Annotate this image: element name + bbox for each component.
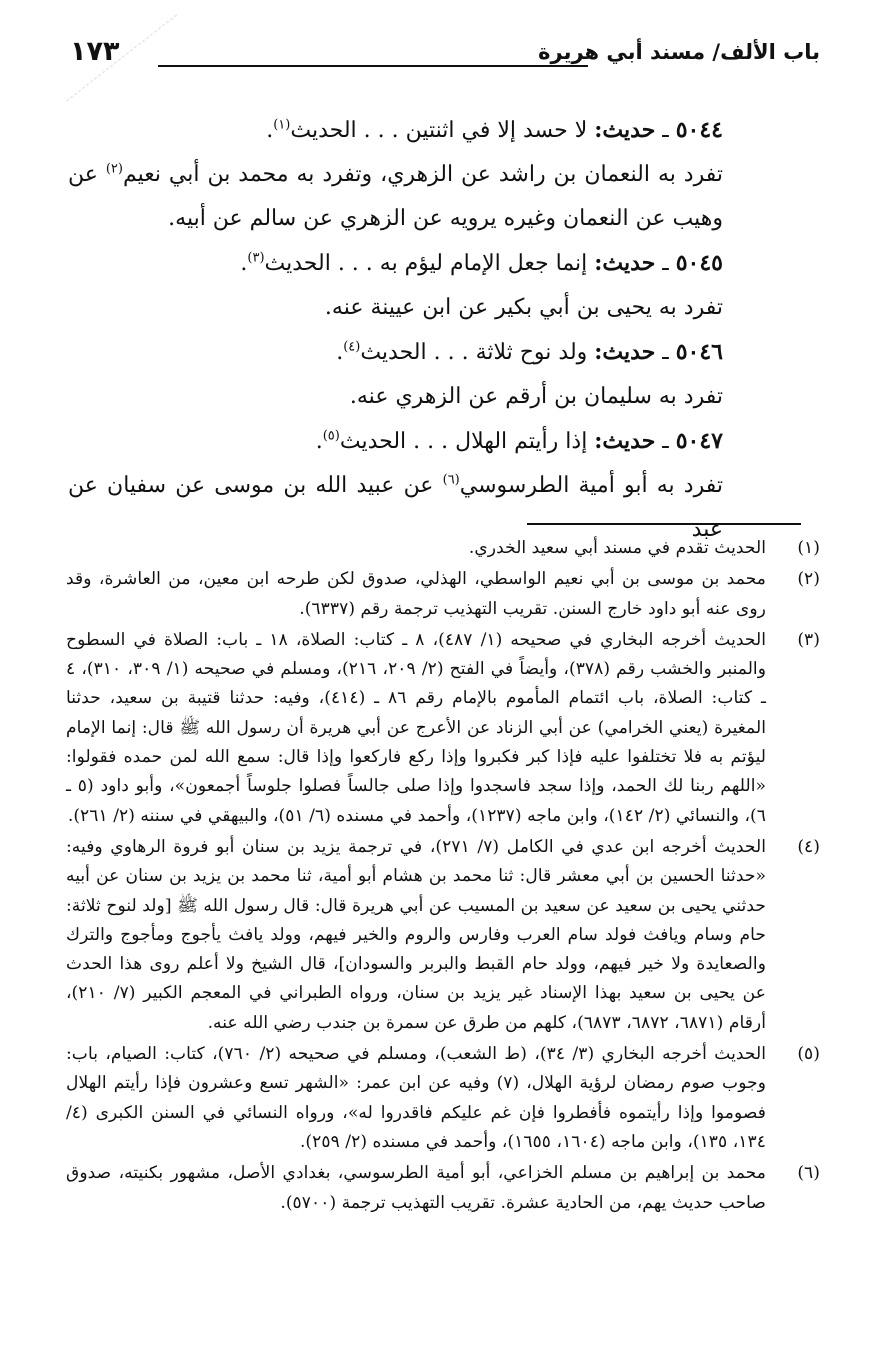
footnote-text: محمد بن إبراهيم بن مسلم الخزاعي، أبو أمية الطرسوسي، بغدادي الأصل، مشهور بكنيته، صدوق صاحب حديث يهم، من الحادية عشرة. تقريب التهذيب ترجمة (٥٧٠٠). <box>66 1163 766 1213</box>
footnote-2 <box>66 565 820 624</box>
footnote-label: (٣) <box>797 629 820 650</box>
footnote-ref: (٥) <box>322 428 340 444</box>
chapter-title: باب الألف/ مسند أبي هريرة <box>538 40 820 64</box>
period: . <box>336 340 344 365</box>
page-number: ١٧٣ <box>70 36 120 67</box>
footnote-6 <box>66 1159 820 1218</box>
period: . <box>240 251 248 276</box>
hadith-keyword: حديث: <box>594 339 656 365</box>
hadith-entry <box>68 108 818 153</box>
hadith-text: لا حسد إلا في اثنتين . . . الحديث <box>290 118 595 143</box>
note-text-rest: عن وهيب عن النعمان وغيره يرويه عن الزهري عن سالم عن أبيه. <box>68 162 723 231</box>
hadith-keyword: حديث: <box>594 117 656 143</box>
footnote-ref: (٦) <box>442 472 460 488</box>
running-header <box>70 38 820 72</box>
period: . <box>266 118 274 143</box>
header-rule <box>158 65 588 67</box>
hadith-entry <box>68 330 818 375</box>
footnote-label: (٦) <box>797 1163 820 1184</box>
footnote-text: الحديث تقدم في مسند أبي سعيد الخدري. <box>468 538 766 558</box>
footnote-ref: (٣) <box>247 250 265 266</box>
hadith-number: ٥٠٤٥ <box>675 250 723 276</box>
dash: ـ <box>655 340 676 365</box>
footnote-3 <box>66 626 820 831</box>
note-text: تفرد به النعمان بن راشد عن الزهري، وتفرد به محمد بن أبي نعيم <box>122 162 723 187</box>
hadith-entry <box>68 241 818 286</box>
dash: ـ <box>655 429 676 454</box>
footnote-5 <box>66 1040 820 1157</box>
footnote-label: (١) <box>797 538 820 558</box>
note-text: تفرد به سليمان بن أرقم عن الزهري عنه. <box>349 384 723 409</box>
hadith-text: ولد نوح ثلاثة . . . الحديث <box>360 340 595 365</box>
footnote-text: الحديث أخرجه ابن عدي في الكامل (٧/ ٢٧١)، في ترجمة يزيد بن سنان أبو فروة الرهاوي وفيه: «حدثنا الحسين بن أبي معشر قال: ثنا محمد بن هشام أبو أمية، ثنا محمد بن يزيد بن سنان عن أبيه حدثني يحيى بن سعيد عن سعيد بن المسيب عن أبي هريرة قال: قال رسول الله ﷺ [ولد لنوح ثلاثة: حام وسام ويافث فولد سام العرب وفارس والروم والخير فيهم، وولد يافث يأجوج ومأجوج والترك والصعايدة ولا خير فيهم، وولد حام القبط والبربر والسودان]، قال الشيخ ولا أعلم روى هذا الحدث عن يحيى بن سعيد بهذا الإسناد غير يزيد بن سنان، ورواه الطبراني في المعجم الكبير (٧/ ٢١٠)، أرقام (٦٨٧١، ٦٨٧٢، ٦٨٧٣)، كلهم من طرق عن سمرة بن جندب رضي الله عنه. <box>66 836 767 1033</box>
hadith-keyword: حديث: <box>594 250 656 276</box>
dash: ـ <box>655 251 676 276</box>
narration-note <box>68 286 818 330</box>
footnote-separator <box>527 523 801 525</box>
note-text-rest: عن عبيد الله بن موسى عن سفيان عن عبد <box>68 473 723 542</box>
note-text: تفرد به يحيى بن أبي بكير عن ابن عيينة عنه. <box>324 295 723 320</box>
footnote-ref: (٤) <box>343 339 361 355</box>
hadith-keyword: حديث: <box>594 428 656 454</box>
period: . <box>315 429 323 454</box>
footnote-1 <box>66 534 820 563</box>
hadith-text: إنما جعل الإمام ليؤم به . . . الحديث <box>264 251 595 276</box>
footnote-text: الحديث أخرجه البخاري في صحيحه (١/ ٤٨٧)، ٨ ـ كتاب: الصلاة، ١٨ ـ باب: الصلاة في السطوح والمنبر والخشب رقم (٣٧٨)، وأيضاً في الفتح (٢/ ٢٠٩، ٢١٦)، ومسلم في صحيحه (١/ ٣٠٩، ٣١٠)، ٤ ـ كتاب: الصلاة، باب ائتمام المأموم بالإمام رقم ٨٦ ـ (٤١٤)، وفيه: حدثنا قتيبة بن سعيد، حدثنا المغيرة (يعني الخرامي) عن أبي الزناد عن الأعرج عن أبي هريرة أن رسول الله ﷺ قال: إنما الإمام ليؤتم به فلا تختلفوا عليه فإذا كبر فكبروا وإذا ركع فاركعوا وإذا قال: سمع الله لمن حمده فقولوا: «اللهم ربنا لك الحمد، وإذا سجد فاسجدوا وإذا صلى جالساً فصلوا جلوساً أجمعون»، وأبو داود (٥ ـ ٦)، والنسائي (٢/ ١٤٢)، وابن ماجه (١٢٣٧)، وأحمد في مسنده (٦/ ٥١)، والبيهقي في سننه (٢/ ٢٦١). <box>66 629 767 826</box>
footnote-text: محمد بن موسى بن أبي نعيم الواسطي، الهذلي، صدوق لكن طرحه ابن معين، من العاشرة، وقد روى عنه أبو داود خارج السنن. تقريب التهذيب ترجمة رقم (٦٣٣٧). <box>66 569 766 619</box>
footnotes <box>66 534 820 1220</box>
footnote-ref: (١) <box>273 117 291 133</box>
footnote-label: (٥) <box>797 1044 820 1065</box>
footnote-label: (٤) <box>797 836 820 857</box>
note-text: تفرد به أبو أمية الطرسوسي <box>459 473 723 498</box>
narration-note <box>68 375 818 419</box>
dash: ـ <box>655 118 676 143</box>
footnote-4 <box>66 833 820 1038</box>
hadith-entry <box>68 419 818 464</box>
footnote-text: الحديث أخرجه البخاري (٣/ ٣٤)، (ط الشعب)، ومسلم في صحيحه (٢/ ٧٦٠)، كتاب: الصيام، باب: وجوب صوم رمضان لرؤية الهلال، (٧) وفيه عن ابن عمر: «الشهر تسع وعشرون فإذا رأيتم الهلال فصوموا وإذا رأيتموه فأفطروا فإن غم عليكم فاقدروا له»، ورواه النسائي في السنن الكبرى (٤/ ١٣٤، ١٣٥)، وابن ماجه (١٦٠٤، ١٦٥٥)، وأحمد في مسنده (٢/ ٢٥٩). <box>66 1044 766 1152</box>
footnote-ref: (٢) <box>105 161 123 177</box>
hadith-number: ٥٠٤٧ <box>675 428 723 454</box>
main-text <box>68 108 818 552</box>
hadith-text: إذا رأيتم الهلال . . . الحديث <box>339 429 595 454</box>
footnote-label: (٢) <box>797 569 820 590</box>
hadith-number: ٥٠٤٦ <box>675 339 723 365</box>
hadith-number: ٥٠٤٤ <box>675 117 723 143</box>
narration-note <box>68 153 818 241</box>
